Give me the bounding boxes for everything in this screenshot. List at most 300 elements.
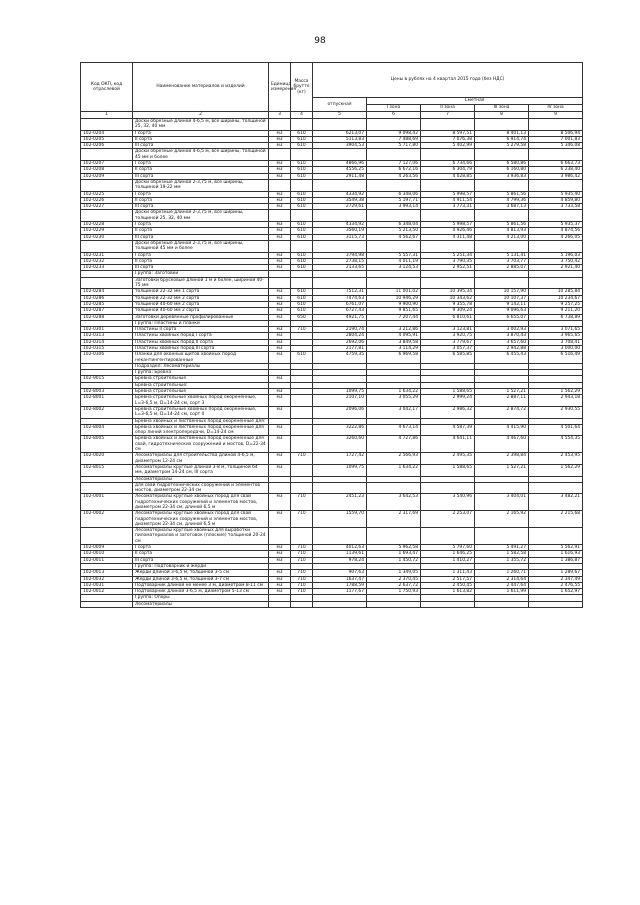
item-price: 3 993,14 [367,204,421,210]
empty-cell [475,179,529,191]
group-title: Группа: Бревна [133,370,269,376]
item-price: 2 943,18 [529,395,583,407]
item-price: 3 055,29 [367,395,421,407]
item-price: 2 885,07 [475,265,529,271]
item-price: 6 348,04 [367,222,421,228]
item-code: 102-0315 [81,345,133,351]
item-price: 1637,47 [313,576,367,582]
item-price: 907,63 [313,570,367,576]
item-price: 4 415,90 [475,424,529,436]
item-price: 1 562,29 [529,389,583,395]
item-price: 3560,19 [313,228,367,234]
item-price: 1 386,87 [529,557,583,563]
item-price: 1559,70 [313,511,367,528]
empty-cell [421,210,475,222]
empty-cell [81,149,133,161]
empty-cell [421,149,475,161]
item-price: 2 952,51 [421,265,475,271]
group-title: Доски обрезные длиной 2-3,75 м, все ширины, толщиной 19-22 мм [133,179,269,191]
empty-cell [475,482,529,494]
item-unit: м3 [269,234,291,240]
item-name: Бревна хвойных и лиственных пород окоренённые для свай, гидротехнических сооружений и мостов, D=22-34 см [133,436,269,453]
item-name: I сорта [133,252,269,258]
item-unit: м3 [269,376,291,382]
empty-cell [291,528,313,545]
item-name: толщиной 40-60 мм 2 сорта [133,301,269,307]
item-name: I сорта [133,130,269,136]
item-code: 102-0009 [81,545,133,551]
empty-cell [269,149,291,161]
item-price: 3 703,77 [475,258,529,264]
item-code: 102-0002 [81,511,133,528]
item-price: 6 304,79 [421,167,475,173]
item-mass: 710 [291,551,313,557]
item-price: 978,24 [313,557,367,563]
item-price: 2 887,11 [475,395,529,407]
item-price: 4 673,14 [367,424,421,436]
item-code: 102-0011 [81,557,133,563]
item-mass: 610 [291,252,313,258]
column-index: 7 [421,112,475,119]
item-unit: м3 [269,191,291,197]
group-row [81,601,583,607]
item-price: 6 655,07 [475,314,529,320]
group-title: Доски обрезные длиной 4-6,5 м, все ширины, толщиной 25, 32, 40 мм [133,119,269,131]
item-price: 5 935,37 [529,222,583,228]
item-price: 5 935,40 [529,191,583,197]
item-price: 3 123,81 [421,327,475,333]
item-price: 7 076,38 [421,136,475,142]
item-price: 1 646,25 [421,551,475,557]
item-price: 11 001,02 [367,289,421,295]
item-price: 3 540,96 [421,494,475,511]
item-price: 3 404,01 [475,494,529,511]
empty-cell [367,179,421,191]
item-code: 102-0031 [81,582,133,588]
item-price: 3 849,58 [367,339,421,345]
item-price: 1099,75 [313,389,367,395]
item-unit: м3 [269,570,291,576]
empty-cell [421,601,475,607]
item-price: 2 317,69 [367,511,421,528]
item-mass: 710 [291,582,313,588]
item-price: 2 165,92 [475,511,529,528]
empty-cell [529,210,583,222]
item-unit: м3 [269,222,291,228]
item-unit: м3 [269,314,291,320]
empty-cell [81,210,133,222]
item-price: 1 652,97 [529,589,583,595]
item-price: 4 501,64 [529,424,583,436]
item-price: 6 455,43 [475,352,529,364]
empty-cell [81,119,133,131]
item-code: 102-0313 [81,333,133,339]
item-price: 3 482,21 [529,494,583,511]
empty-cell [291,119,313,131]
item-price: 3115,73 [313,234,367,240]
item-mass: 710 [291,570,313,576]
item-code: 102-0013 [81,570,133,576]
item-price: 2 566,93 [367,453,421,465]
item-price: 7474,63 [313,295,367,301]
item-price: 5 196,03 [529,252,583,258]
item-price: 4 926,46 [421,228,475,234]
item-price: 4012,63 [313,545,367,551]
item-price: 3 002,93 [475,327,529,333]
item-price: 5 402,99 [421,143,475,149]
group-title: Группа: Подтоварник и жерди [133,563,269,569]
item-mass: 610 [291,191,313,197]
item-price: 9 900,90 [367,301,421,307]
item-price: 6 810,61 [421,314,475,320]
item-price: 1 611,99 [475,589,529,595]
item-mass: 610 [291,352,313,364]
item-unit: м3 [269,333,291,339]
item-price: 4 554,35 [529,436,583,453]
item-price: 3904,53 [313,143,367,149]
empty-cell [313,482,367,494]
item-mass: 710 [291,327,313,333]
item-name: Бревна строительные хвойных пород окоренённые, L=3-6,5 м, D=14-24 см, сорт 3 [133,395,269,407]
item-name: Бревна хвойных и лиственных пород окоренённые для опор линий электропередачи, D=14-24 см [133,424,269,436]
item-code: 102-0208 [81,167,133,173]
item-price: 2729,61 [313,204,367,210]
item-price: 4334,92 [313,191,367,197]
item-price: 3 708,41 [529,339,583,345]
item-price: 3 042,17 [367,406,421,418]
item-code: 102-0232 [81,258,133,264]
header-mass: Масса брутто (кг) [291,63,313,112]
item-price: 1 616,93 [529,551,583,557]
item-code: 102-0207 [81,161,133,167]
empty-cell [313,179,367,191]
empty-cell [269,179,291,191]
item-unit: м3 [269,352,291,364]
item-price: 6 734,66 [421,161,475,167]
item-mass: 610 [291,308,313,314]
item-price: 1 527,21 [475,464,529,476]
column-index: 3 [269,112,291,119]
item-unit: м3 [269,453,291,465]
item-price: 10 395,34 [421,289,475,295]
group-row [81,528,583,545]
empty-cell [421,482,475,494]
item-price: 5 491,27 [475,545,529,551]
header-estimate: Сметная [367,98,583,105]
item-price: 4 266,05 [529,234,583,240]
item-name: III сорта [133,173,269,179]
item-unit: м3 [269,252,291,258]
item-price: 2 999,24 [421,395,475,407]
table-row [81,436,583,453]
item-price: 1 588,65 [421,464,475,476]
table-row [81,511,583,528]
header-zone: IV зона [529,105,583,112]
item-name: Пластины хвойных пород II сорта [133,339,269,345]
item-price: 3 936,83 [475,173,529,179]
item-code: 102-0288 [81,314,133,320]
item-price: 3 779,67 [421,339,475,345]
item-price: 4866,96 [313,161,367,167]
item-price: 3 642,53 [367,494,421,511]
item-unit: м3 [269,308,291,314]
item-mass: 610 [291,204,313,210]
item-price: 2738,15 [313,258,367,264]
item-code: 102-0286 [81,295,133,301]
empty-cell [269,601,291,607]
item-name: II сорта [133,197,269,203]
empty-cell [475,149,529,161]
item-name: III сорта [133,204,269,210]
item-mass: 710 [291,494,313,511]
empty-cell [269,482,291,494]
item-price: 6 516,49 [529,352,583,364]
item-mass: 610 [291,222,313,228]
item-price: 4 311,48 [421,234,475,240]
empty-cell [475,119,529,131]
item-unit: м3 [269,589,291,595]
item-mass: 610 [291,234,313,240]
empty-cell [529,240,583,252]
empty-cell [269,240,291,252]
item-price: 5113,83 [313,136,367,142]
empty-cell [269,528,291,545]
item-name: Подтоварник длиной не менее 3 м, диаметром 8-11 см [133,582,269,588]
item-name: Лесоматериалы круглые хвойных пород для свай гидротехнических сооружений и элементов мостов, диаметром 22-34 см, длиной 6,5 м [133,511,269,528]
group-row [81,149,583,161]
item-price: 1 450,72 [367,557,421,563]
item-mass [291,424,313,436]
item-unit: м3 [269,204,291,210]
item-code: 102-0001 [81,494,133,511]
empty-cell [367,240,421,252]
item-price: 1 634,22 [367,389,421,395]
item-name: II сорта [133,228,269,234]
table-row [81,406,583,418]
item-name: Пластины хвойных пород III сорта [133,345,269,351]
group-title: Бревна хвойных и лиственных пород окоренённые для: [133,418,269,424]
item-price: 5 251,34 [421,252,475,258]
item-price: 4 028,85 [421,173,475,179]
item-price: 10 946,29 [367,295,421,301]
item-code: 102-0209 [81,173,133,179]
item-price: 7 207,44 [367,314,421,320]
empty-cell [367,210,421,222]
item-price: 7512,31 [313,289,367,295]
group-title: Группа: Пластины и планки [133,320,269,326]
empty-cell [81,240,133,252]
item-unit: м3 [269,197,291,203]
item-price: 2 370,45 [367,576,421,582]
item-price: 2 495,35 [421,453,475,465]
column-index: 1 [81,112,133,119]
item-mass: 610 [291,173,313,179]
item-mass: 710 [291,453,313,465]
empty-cell [81,528,133,545]
item-price: 2 314,64 [475,576,529,582]
empty-cell [529,482,583,494]
item-price: 6 969,58 [367,352,421,364]
item-mass: 610 [291,228,313,234]
item-mass: 610 [291,197,313,203]
item-price: 1 410,27 [421,557,475,563]
item-price: 3222,86 [313,424,367,436]
item-name: толщиной 22-32 мм 2 сорта [133,295,269,301]
item-name: II сорта [133,167,269,173]
item-price: 3 212,86 [367,327,421,333]
item-price: 1139,61 [313,551,367,557]
item-price: 3 114,29 [367,345,421,351]
item-price: 2133,65 [313,265,367,271]
item-price: 2 450,45 [421,582,475,588]
group-title: для свай гидротехнических сооружений и элементов мостов, диаметром 22-34 см [133,482,269,494]
empty-cell [367,277,421,289]
item-price: 4 813,93 [475,228,529,234]
item-unit: м3 [269,289,291,295]
empty-cell [367,528,421,545]
item-price: 4759,35 [313,352,367,364]
item-name: I сорта [133,222,269,228]
item-code: 102-0285 [81,301,133,307]
item-price: 5 797,60 [421,545,475,551]
item-unit: м3 [269,464,291,476]
item-unit: м3 [269,228,291,234]
item-price: 6 580,86 [475,161,529,167]
item-price: 3 000,00 [529,345,583,351]
item-price: 2451,23 [313,494,367,511]
item-price: 2 942,88 [475,345,529,351]
item-name: толщиной 22-32 мм 1 сорта [133,289,269,295]
item-mass: 710 [291,576,313,582]
empty-cell [313,528,367,545]
header-zone: II зона [421,105,475,112]
item-code: 102-0227 [81,204,133,210]
item-price: 2692,06 [313,339,367,345]
header-prices-title: Цены в рублях на 4 квартал 2015 года (без НДС) [313,63,583,98]
item-unit: м3 [269,143,291,149]
item-unit: м3 [269,345,291,351]
item-name: I сорта [133,191,269,197]
empty-cell [529,149,583,161]
item-name: Лесоматериалы круглые хвойных пород для свай гидротехнических сооружений и элементов мостов, диаметром 22-34 см, длиной 6,5 м [133,494,269,511]
item-price: 6727,43 [313,308,367,314]
item-price: 10 343,62 [421,295,475,301]
item-unit: м3 [269,167,291,173]
header-unit: Единица измерения [269,63,291,112]
item-price: 2 517,57 [421,576,475,582]
item-price: 2 476,55 [529,582,583,588]
item-name: Заготовки деревянные профилированные [133,314,269,320]
item-price: 6 663,73 [529,161,583,167]
table-row [81,395,583,407]
item-price: 2 637,72 [367,582,421,588]
item-price: 5 962,58 [367,545,421,551]
item-mass: 710 [291,511,313,528]
group-row [81,277,583,289]
item-price: 5 998,57 [421,222,475,228]
item-code: 102-0205 [81,136,133,142]
item-name: Бревна строительные [133,389,269,395]
item-price: 6 160,80 [475,167,529,173]
item-price: 1 582,58 [475,551,529,557]
group-title: Доски обрезные длиной 2-3,75 м, все ширины, толщиной 45 мм и более [133,240,269,252]
item-name: Жерди длиной 3-6,5 м, толщиной 3-5 см [133,570,269,576]
item-price: 2 921,40 [529,265,583,271]
empty-cell [269,119,291,131]
group-title: Бревна строительные: [133,382,269,388]
empty-cell [81,482,133,494]
table-row [81,453,583,465]
item-price: 5 717,80 [367,143,421,149]
column-index: 6 [367,112,421,119]
empty-cell [269,210,291,222]
header-release: отпускная [313,98,367,112]
item-unit: м3 [269,173,291,179]
item-name: Подтоварник длиной 3-6,5 м, диаметром 5-13 см [133,589,269,595]
empty-cell [313,240,367,252]
item-price: 3 965,65 [529,333,583,339]
item-unit: м3 [269,576,291,582]
group-title: Лесоматериалы круглые хвойных для выработки пиломатериалов и заготовок (плоские) толщиной 20-24 см [133,528,269,545]
item-price: 4 587,39 [421,424,475,436]
item-code: 102-8003 [81,389,133,395]
item-price: 6 238,40 [529,167,583,173]
item-price: 2 215,68 [529,511,583,528]
item-code: 102-8002 [81,406,133,418]
item-price: 7 001,83 [529,136,583,142]
item-code: 102-0301 [81,327,133,333]
empty-cell [291,482,313,494]
item-price: 10 107,37 [475,295,529,301]
item-unit: м3 [269,557,291,563]
item-mass: 650 [291,314,313,320]
empty-cell [421,240,475,252]
item-price: 5 197,71 [367,197,421,203]
item-price: 1 562,29 [529,464,583,476]
item-mass: 610 [291,289,313,295]
item-price: 2 398,84 [475,453,529,465]
item-price: 5 562,91 [529,545,583,551]
item-unit: м3 [269,258,291,264]
item-name: II сорта [133,258,269,264]
empty-cell [475,210,529,222]
item-price: 2 986,32 [421,406,475,418]
item-mass: 710 [291,589,313,595]
empty-cell [529,179,583,191]
item-code: 102-0020 [81,453,133,465]
item-price: 2 874,72 [475,406,529,418]
item-mass [291,464,313,476]
item-mass [291,406,313,418]
item-name: II сорта [133,551,269,557]
item-price: 4556,25 [313,167,367,173]
item-price: 6 585,85 [421,352,475,364]
item-mass: 610 [291,265,313,271]
item-price: 4 641,11 [421,436,475,453]
item-price: 4 263,56 [367,173,421,179]
item-price: 4 874,56 [529,228,583,234]
item-price: 1099,75 [313,464,367,476]
item-price: 6 348,06 [367,191,421,197]
empty-cell [529,119,583,131]
item-price: 3 124,53 [367,265,421,271]
group-row [81,240,583,252]
item-name: Бревна строительные [133,376,269,382]
item-price: 1727,42 [313,453,367,465]
item-name: II сорта [133,136,269,142]
item-price: 1 527,21 [475,389,529,395]
item-price: 4 562,67 [367,234,421,240]
